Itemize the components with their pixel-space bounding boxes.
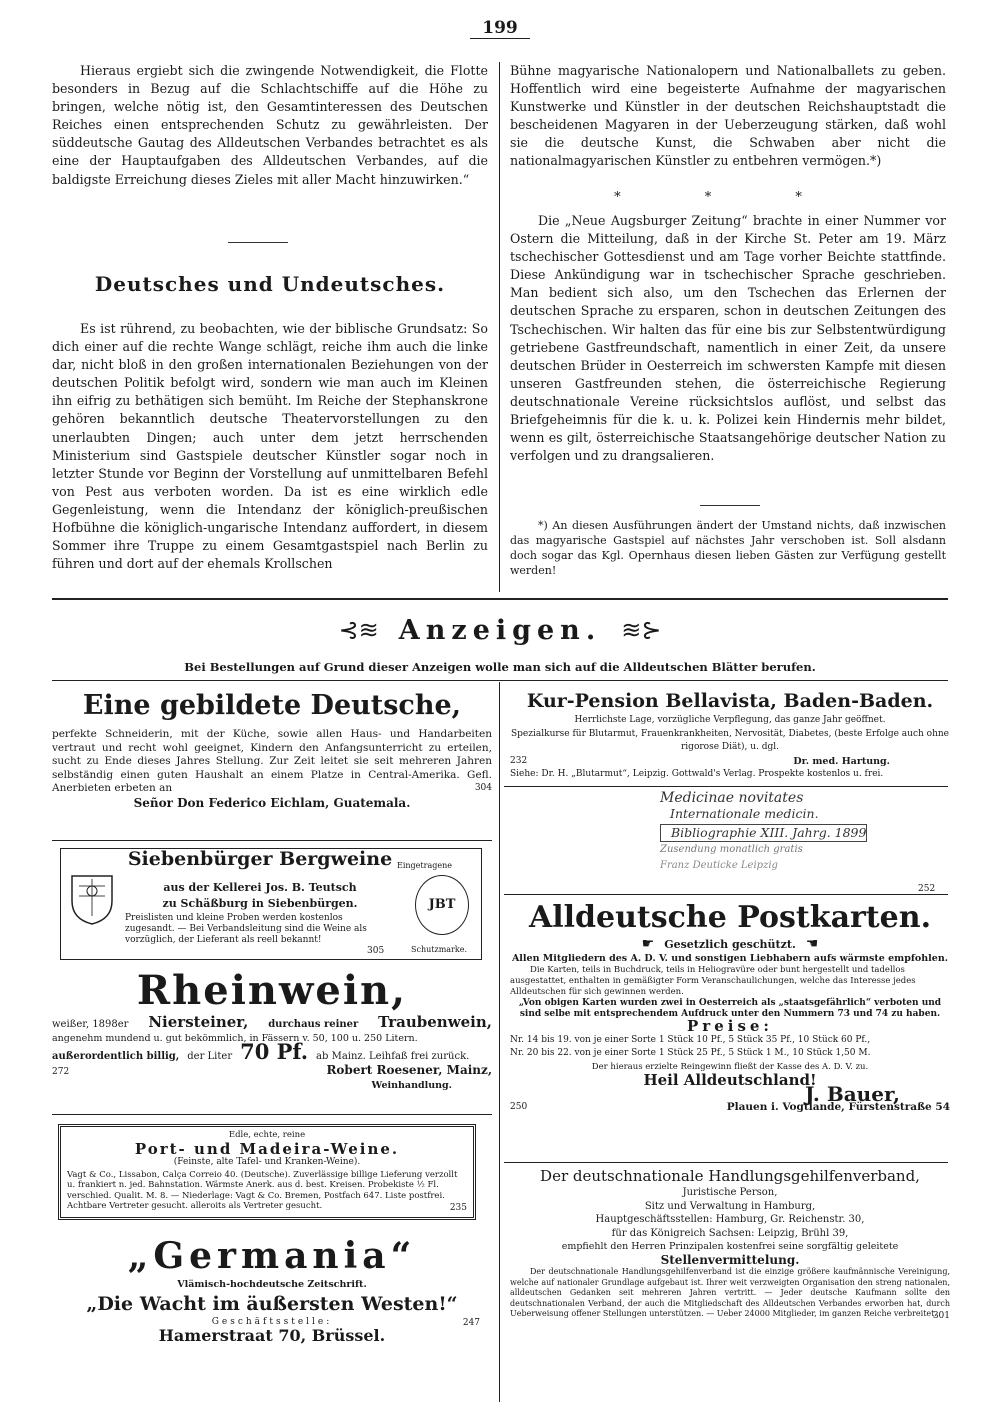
ad-postkarten-addr-row [510, 1101, 950, 1115]
stamp-line-2: Internationale medicin. [670, 806, 819, 821]
ad-deutsche-num: 304 [474, 782, 492, 793]
ad-portwein-sub: (Feinste, alte Tafel- und Kranken-Weine). [173, 1157, 361, 1167]
section-stars: * * * [614, 190, 842, 205]
ad-rheinwein-sig-row [52, 1064, 492, 1080]
ad-rule-5 [504, 1162, 948, 1163]
ad-postkarten-heil: Heil Alldeutschland! [643, 1071, 817, 1089]
monogram-logo-text: JBT [428, 897, 456, 913]
ad-kurpension-doctor: Dr. med. Hartung. [793, 755, 890, 767]
ad-rheinwein-line1c: durchaus reiner [268, 1019, 359, 1030]
ad-verband-line3: Hauptgeschäftsstellen: Hamburg, Gr. Reichenstr. 30, [595, 1214, 865, 1225]
right-column [510, 62, 946, 171]
left-paragraph-1: Hieraus ergiebt sich die zwingende Notwendigkeit, die Flotte besonders in Bezug auf die Schlachtschiffe auf die Höhe zu bringen, welche nötig ist, den Gesamtinteressen des Deutschen Reiches einen entsprechenden Schutz zu gewährleisten. Der süddeutsche Gautag des Alldeutschen Verbandes betrachtet es als eine der Hauptaufgaben des Alldeutschen Verbandes, auf die baldigste Erreichung dieses Zieles mit aller Macht hinzuwirken.“ [52, 63, 488, 187]
crest-icon [67, 871, 117, 926]
ad-rheinwein-line2: angenehm mundend u. gut bekömmlich, in Fässern v. 50, 100 u. 250 Litern. [52, 1032, 418, 1044]
ad-rule-1 [52, 840, 492, 841]
ad-verband-num: 301 [932, 1310, 950, 1321]
page-number-underline [470, 38, 530, 39]
ad-rheinwein-line3 [52, 1039, 492, 1064]
section-rule [228, 242, 288, 243]
ad-postkarten-addr: Plauen i. Vogtlande, Fürstenstraße 54 [726, 1101, 950, 1113]
ad-portwein-small: Edle, echte, reine [228, 1130, 306, 1140]
anzeigen-header [52, 610, 948, 650]
ad-postkarten-protected-row [510, 938, 950, 952]
ad-postkarten-price1: Nr. 14 bis 19. von je einer Sorte 1 Stück 10 Pf., 5 Stück 35 Pf., 10 Stück 60 Pf., [510, 1034, 871, 1045]
ad-postkarten-line2: Die Karten, teils in Buchdruck, teils in Heliogravüre oder bunt hergestellt und tadellos ausgestattet, enthalten in gemäßigter Form Veranschaulichungen, welche das Interesse jedes Alldeutschen für sich gewinnen werden. [510, 965, 916, 997]
ad-germania-num: 247 [462, 1318, 480, 1328]
ad-siebenbuerger-line3: zu Schäßburg in Siebenbürgen. [162, 897, 358, 910]
ad-handlungsgehilfenverband [510, 1166, 950, 1323]
left-column [52, 62, 488, 189]
left-paragraph-2: Es ist rührend, zu beobachten, wie der biblische Grundsatz: So dich einer auf die rechte Wange schlägt, reiche ihm auch die linke dar, nicht bloß in den großen internationalen Beziehungen von der deutschen Politik befolgt wird, sondern wie man auch im Kleinen ihn eifrig zu bethätigen sich bemüht. Im Reiche der Stephanskrone gehören bekanntlich deutsche Theatervorstellungen zu den unerlaubten Dingen; auch unter dem jetzt herrschenden Ministerium sind Gastspiele deutscher Künstler sogar noch in letzter Stunde vor Beginn der Vorstellung auf unmittelbaren Befehl von Pest aus verboten worden. Da ist es eine wirklich edle Gegenleistung, wenn die Intendanz der königlich-preußischen Hofbühne die königlich-ungarische Intendanz auffordert, in diesem Sommer ihre Truppe zu einem Gesamtgastspiel nach Berlin zu führen und dort auf der ehemals Krollschen [52, 321, 488, 572]
ad-portwein-box [58, 1124, 476, 1220]
ad-kurpension [510, 688, 950, 782]
ad-siebenbuerger-text: Preislisten und kleine Proben werden kostenlos zugesandt. — Bei Verbandsleitung sind die Weine als vorzüglich, der Lieferant als reell bekannt! [125, 913, 367, 945]
ad-verband-line4: für das Königreich Sachsen: Leipzig, Brühl 39, [611, 1227, 849, 1239]
ad-germania [52, 1234, 492, 1343]
ad-rule-3 [504, 786, 948, 787]
ad-postkarten-title: Alldeutsche Postkarten. [528, 900, 932, 935]
ad-siebenbuerger-title: Siebenbürger Bergweine [127, 848, 393, 870]
left-column-body [52, 320, 488, 573]
hand-pointer-right-icon: ☛ [641, 936, 655, 952]
ad-verband-line1: Juristische Person, [682, 1187, 778, 1198]
ad-postkarten-preise: Preise: [687, 1017, 773, 1035]
anzeigen-title: Anzeigen. [398, 614, 602, 646]
ad-rule-4 [504, 894, 948, 895]
hand-pointer-left-icon: ☚ [805, 936, 819, 952]
ad-rheinwein [52, 966, 492, 1093]
ad-postkarten-line1: Allen Mitgliedern des A. D. V. und sonstigen Liebhabern aufs wärmste empfohlen. [511, 952, 949, 964]
ad-rheinwein-line1a: weißer, 1898er [52, 1019, 129, 1030]
ad-rheinwein-line3c: ab Mainz. Leihfaß frei zurück. [316, 1051, 470, 1062]
stamp-line-5: Franz Deuticke Leipzig [660, 860, 778, 871]
right-column-body [510, 212, 946, 465]
stamp-line-3: Bibliographie XIII. Jahrg. 1899 [660, 824, 867, 842]
ad-rheinwein-title: Rheinwein, [136, 967, 408, 1014]
ad-kurpension-title: Kur-Pension Bellavista, Baden-Baden. [526, 690, 934, 712]
ad-deutsche-signature: Señor Don Federico Eichlam, Guatemala. [133, 796, 411, 810]
ad-rheinwein-price: 70 Pf. [240, 1039, 309, 1064]
ad-kurpension-line1: Herrlichste Lage, vorzügliche Verpflegung, das ganze Jahr geöffnet. [574, 715, 886, 725]
ad-siebenbuerger-mark: Schutzmarke. [411, 945, 467, 954]
ad-deutsche-title: Eine gebildete Deutsche, [82, 690, 462, 721]
ad-verband-line2: Sitz und Verwaltung in Hamburg, [644, 1200, 816, 1212]
ad-kurpension-num: 232 [510, 755, 528, 766]
ad-germania-line1: Vlämisch-hochdeutsche Zeitschrift. [177, 1279, 367, 1290]
stamp-line-4: Zusendung monatlich gratis [660, 844, 803, 855]
ad-siebenbuerger-num: 305 [367, 946, 385, 956]
swirl-left-icon: ⊰≋ [338, 616, 379, 644]
ad-postkarten-name: J. Bauer, [804, 1081, 900, 1106]
right-footnote: *) An diesen Ausführungen ändert der Umstand nichts, daß inzwischen das magyarische Gastspiel auf nächstes Jahr verschoben ist. Soll alsdann doch sogar das Kgl. Opernhaus diesen lieben Gästen zur Verfügung gestellt werden! [510, 519, 946, 577]
ad-kurpension-line3: Siehe: Dr. H. „Blutarmut“, Leipzig. Gottwald's Verlag. Prospekte kostenlos u. frei. [510, 769, 884, 779]
ad-verband-text: Der deutschnationale Handlungsgehilfenverband ist die einzige größere kaufmännische Vereinigung, welche auf nationaler Grundlage aufgebaut ist. Ihrer weit verzweigten Organisation den streng nationalen, alldeutschen Gedanken seit mehreren Jahren vertritt. — Jeder deutsche Kaufmann sollte den deutschnationalen Verband, der auch die Mitgliedschaft des Alldeutschen Verbandes erworben hat, durch Ueberweisung offener Stellungen unterstützen. — Ueber 24000 Mitglieder, im ganzen Reiche verbreitet. [510, 1267, 950, 1318]
ad-germania-line4: Hamerstraat 70, Brüssel. [158, 1326, 386, 1345]
stamp-num: 252 [918, 884, 936, 894]
ad-postkarten-line4: Der hieraus erzielte Reingewinn fließt der Kasse des A. D. V. zu. [591, 1061, 869, 1072]
monogram-logo-icon [415, 875, 469, 935]
ad-verband-line6: Stellenvermittelung. [660, 1252, 800, 1267]
ad-rheinwein-line1b: Niersteiner, [148, 1013, 249, 1031]
ad-portwein-num: 235 [449, 1202, 467, 1213]
ad-portwein-title: Port- und Madeira-Weine. [134, 1139, 400, 1158]
ad-rule-2 [52, 1114, 492, 1115]
ad-siebenbuerger-box [60, 848, 482, 960]
ad-postkarten-protected: Gesetzlich geschützt. [664, 938, 796, 951]
swirl-right-icon: ≋⊱ [621, 616, 662, 644]
ad-portwein-text: Vagt & Co., Lissabon, Calça Correio 40. (Deutsche). Zuverlässige billige Lieferung verzollt u. frankiert n. jed. Bahnstation. Wärmste Anerk. aus d. best. Kreisen. Probekiste ½ Fl. verschied. Qualit. M. 8. — Niederlage: Vagt & Co. Bremen, Postfach 647. Liste postfrei. Achtbare Vertreter gesucht. alleroits als Vertreter gesucht. [67, 1169, 458, 1211]
ad-rheinwein-sig2: Weinhandlung. [371, 1080, 452, 1091]
ad-germania-line3: Geschäftsstelle: [211, 1316, 333, 1327]
ad-postkarten-num: 250 [510, 1102, 528, 1112]
ad-siebenbuerger-line2: aus der Kellerei Jos. B. Teutsch [163, 881, 357, 894]
ad-rheinwein-line3b: der Liter [187, 1051, 233, 1062]
anzeigen-note: Bei Bestellungen auf Grund dieser Anzeigen wolle man sich auf die Alldeutschen Blätter berufen. [184, 660, 816, 674]
footnote-rule [700, 505, 760, 506]
ad-germania-line2: „Die Wacht im äußersten Westen!“ [86, 1292, 458, 1315]
right-paragraph-2: Die „Neue Augsburger Zeitung“ brachte in einer Nummer vor Ostern die Mitteilung, daß in der Kirche St. Peter am 19. März tschechischer Gottesdienst und am Tage vorher Beichte stattfinde. Diese Ankündigung war in tschechischer Sprache geschrieben. Man bedient sich also, um den Tschechen das Erlernen der deutschen Sprache zu ersparen, schon in deutschen Zeitungen des Tschechischen. Wir halten das für eine bis zur Selbstentwürdigung getriebene Gastfreundschaft, namentlich in einer Zeit, da unsere deutschen Brüder in Oesterreich im schwersten Kampfe mit diesen unseren Gastfreunden stehen, die österreichische Regierung deutschnationale Vereine rücksichtslos auflöst, und selbst das Briefgeheimnis für die k. u. k. Polizei kein Hindernis mehr bildet, wenn es gilt, österreichische Staatsangehörige deutscher Nation zu verfolgen und zu drangsalieren. [510, 213, 946, 464]
ad-kurpension-row [510, 755, 950, 769]
ad-rheinwein-line3a: außerordentlich billig, [52, 1051, 180, 1062]
anzeigen-note-rule [52, 680, 948, 681]
ad-rheinwein-num: 272 [52, 1066, 70, 1077]
right-paragraph-1: Bühne magyarische Nationalopern und Nationalballets zu geben. Hoffentlich wird eine begeisterte Aufnahme der magyarischen Kunstwerke und Künstler in der deutschen Reichshauptstadt die bescheidenen Magyaren in der Ueberzeugung stärken, daß wohl sie die deutsche Kunst, die Schwaben aber nicht die nationalmagyarischen Künstler zu entbehren vermögen.*) [510, 63, 946, 169]
ad-postkarten-line3: „Von obigen Karten wurden zwei in Oesterreich als „staatsgefährlich“ verboten und sind selbe mit entsprechendem Aufdruck unter den Nummern 73 und 74 zu haben. [518, 998, 942, 1019]
ad-deutsche-text: perfekte Schneiderin, mit der Küche, sowie allen Haus- und Handarbeiten vertraut und recht wohl geeignet, Kindern den Anfangsunterricht zu erteilen, sucht zu Ende dieses Jahres Stellung. Zur Zeit leitet sie seit mehreren Jahren selbständig einen guten Haushalt an einem Platze in Central-Amerika. Gefl. Anerbieten erbeten an [52, 728, 492, 794]
ad-kurpension-line2: Spezialkurse für Blutarmut, Frauenkrankheiten, Nervosität, Diabetes, (beste Erfolge auch ohne rigorose Diät), u. dgl. [511, 728, 949, 752]
stamp-line-1: Medicinae novitates [660, 790, 804, 806]
ad-rheinwein-line1 [52, 1013, 492, 1032]
ad-germania-title: „Germania“ [127, 1235, 417, 1277]
ad-rheinwein-line1d: Traubenwein, [378, 1013, 492, 1031]
ads-column-divider [499, 682, 500, 1402]
anzeigen-top-rule [52, 598, 948, 600]
column-divider [499, 62, 500, 592]
ad-gebildete-deutsche [52, 688, 492, 811]
section-heading: Deutsches und Undeutsches. [94, 272, 446, 296]
ad-medicinae-stamp [660, 790, 880, 871]
ad-postkarten [510, 898, 950, 1115]
ad-rheinwein-sig1: Robert Roesener, Mainz, [326, 1062, 492, 1077]
ad-postkarten-price2: Nr. 20 bis 22. von je einer Sorte 1 Stück 25 Pf., 5 Stück 1 M., 10 Stück 1,50 M. [510, 1048, 871, 1058]
ad-verband-line5: empfiehlt den Herren Prinzipalen kostenfrei seine sorgfältig geleitete [561, 1241, 899, 1252]
page-number: 199 [482, 18, 518, 38]
ad-siebenbuerger-tm: Eingetragene [397, 861, 452, 870]
ad-verband-title: Der deutschnationale Handlungsgehilfenverband, [540, 1167, 920, 1185]
